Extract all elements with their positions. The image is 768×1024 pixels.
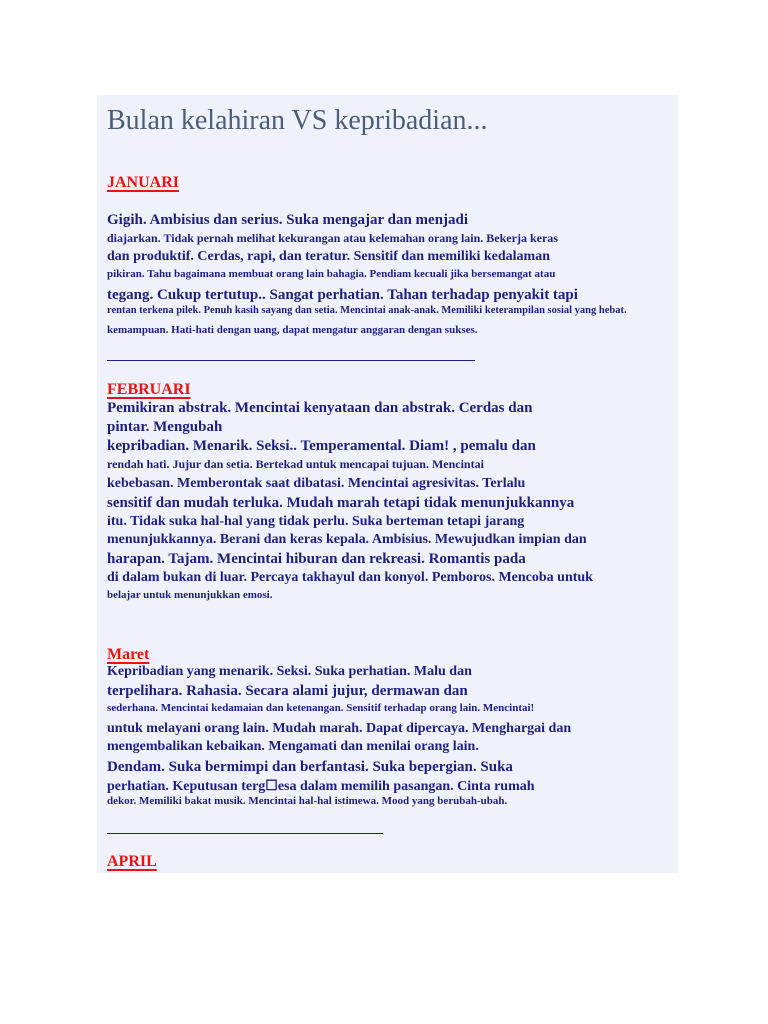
- januari-line: Gigih. Ambisius dan serius. Suka mengajar dan menjadi: [107, 212, 469, 228]
- maret-line: Kepribadian yang menarik. Seksi. Suka perhatian. Malu dan: [107, 664, 472, 679]
- februari-line: Pemikiran abstrak. Mencintai kenyataan dan abstrak. Cerdas dan: [107, 400, 533, 416]
- page-title: Bulan kelahiran VS kepribadian...: [107, 105, 488, 136]
- februari-line: sensitif dan mudah terluka. Mudah marah tetapi tidak menunjukkannya: [107, 495, 575, 511]
- maret-line: Dendam. Suka bermimpi dan berfantasi. Suka bepergian. Suka: [107, 759, 513, 775]
- section-heading-februari: FEBRUARI: [107, 381, 191, 398]
- maret-line: untuk melayani orang lain. Mudah marah. Dapat dipercaya. Menghargai dan: [107, 721, 572, 736]
- section-heading-januari: JANUARI: [107, 174, 179, 191]
- januari-line: tegang. Cukup tertutup.. Sangat perhatian. Tahan terhadap penyakit tapi: [107, 287, 578, 303]
- januari-line: pikiran. Tahu bagaimana membuat orang lain bahagia. Pendiam kecuali jika bersemangat atau: [107, 268, 556, 280]
- februari-line: harapan. Tajam. Mencintai hiburan dan rekreasi. Romantis pada: [107, 551, 526, 567]
- januari-line: kemampuan. Hati-hati dengan uang, dapat mengatur anggaran dengan sukses.: [107, 324, 478, 336]
- maret-line: mengembalikan kebaikan. Mengamati dan menilai orang lain.: [107, 739, 479, 754]
- section-divider: [107, 833, 383, 834]
- februari-line: kebebasan. Memberontak saat dibatasi. Mencintai agresivitas. Terlalu: [107, 476, 526, 491]
- februari-line: itu. Tidak suka hal-hal yang tidak perlu. Suka berteman tetapi jarang: [107, 514, 525, 529]
- februari-line: belajar untuk menunjukkan emosi.: [107, 589, 273, 601]
- februari-line: rendah hati. Jujur dan setia. Bertekad untuk mencapai tujuan. Mencintai: [107, 457, 484, 471]
- februari-line: pintar. Mengubah: [107, 419, 223, 435]
- section-divider: [107, 360, 475, 361]
- section-heading-maret: Maret: [107, 646, 150, 663]
- section-heading-april: APRIL: [107, 853, 157, 870]
- januari-line: rentan terkena pilek. Penuh kasih sayang dan setia. Mencintai anak-anak. Memiliki keterampilan sosial yang hebat.: [107, 305, 627, 316]
- januari-line: diajarkan. Tidak pernah melihat kekurangan atau kelemahan orang lain. Bekerja keras: [107, 231, 558, 245]
- februari-line: di dalam bukan di luar. Percaya takhayul dan konyol. Pemboros. Mencoba untuk: [107, 570, 593, 585]
- januari-line: dan produktif. Cerdas, rapi, dan teratur. Sensitif dan memiliki kedalaman: [107, 249, 551, 264]
- maret-line: terpelihara. Rahasia. Secara alami jujur, dermawan dan: [107, 683, 468, 699]
- februari-line: kepribadian. Menarik. Seksi.. Temperamental. Diam! , pemalu dan: [107, 438, 536, 454]
- februari-line: menunjukkannya. Berani dan keras kepala. Ambisius. Mewujudkan impian dan: [107, 532, 587, 547]
- maret-line: dekor. Memiliki bakat musik. Mencintai hal-hal istimewa. Mood yang berubah-ubah.: [107, 795, 508, 807]
- maret-line: perhatian. Keputusan terg☐esa dalam memilih pasangan. Cinta rumah: [107, 779, 535, 794]
- maret-line: sederhana. Mencintai kedamaian dan ketenangan. Sensitif terhadap orang lain. Mencintai!: [107, 702, 535, 714]
